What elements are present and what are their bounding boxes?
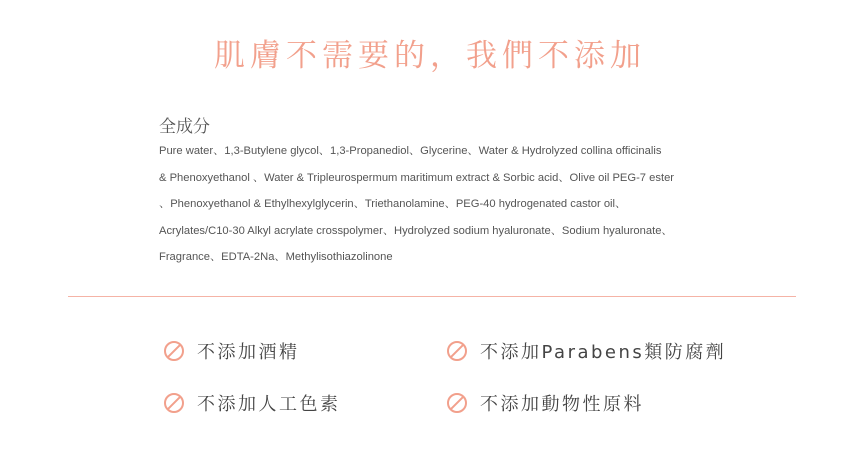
feature-label: 不添加酒精 <box>197 342 300 363</box>
ingredients-line: Fragrance、EDTA-2Na、Methylisothiazolinone <box>159 251 393 263</box>
headline: 肌膚不需要的，我們不添加 <box>214 38 646 74</box>
ingredients-line: Acrylates/C10-30 Alkyl acrylate crosspolymer、Hydrolyzed sodium hyaluronate、Sodium hyaluronate、 <box>159 224 673 237</box>
prohibited-icon <box>163 340 185 362</box>
ingredients-list <box>159 144 779 277</box>
ingredients-line: & Phenoxyethanol 、Water & Tripleurospermum maritimum extract & Sorbic acid、Olive oil PEG-7 ester <box>159 171 675 184</box>
section-divider <box>68 296 796 297</box>
prohibited-icon <box>163 392 185 414</box>
prohibited-icon <box>446 340 468 362</box>
feature-label: 不添加動物性原料 <box>480 394 644 415</box>
feature-label: 不添加Parabens類防腐劑 <box>480 342 727 363</box>
feature-no-parabens <box>446 338 726 364</box>
prohibited-icon <box>446 392 468 414</box>
feature-no-animal-ingredients <box>446 390 644 416</box>
feature-no-artificial-color <box>163 390 341 416</box>
ingredients-line: Pure water、1,3-Butylene glycol、1,3-Propanediol、Glycerine、Water & Hydrolyzed collina officinalis <box>159 145 662 157</box>
ingredients-line: 、Phenoxyethanol & Ethylhexylglycerin、Triethanolamine、PEG-40 hydrogenated castor oil、 <box>159 198 627 210</box>
feature-label: 不添加人工色素 <box>197 394 341 415</box>
ingredients-title: 全成分 <box>159 117 210 137</box>
feature-no-alcohol <box>163 338 300 364</box>
